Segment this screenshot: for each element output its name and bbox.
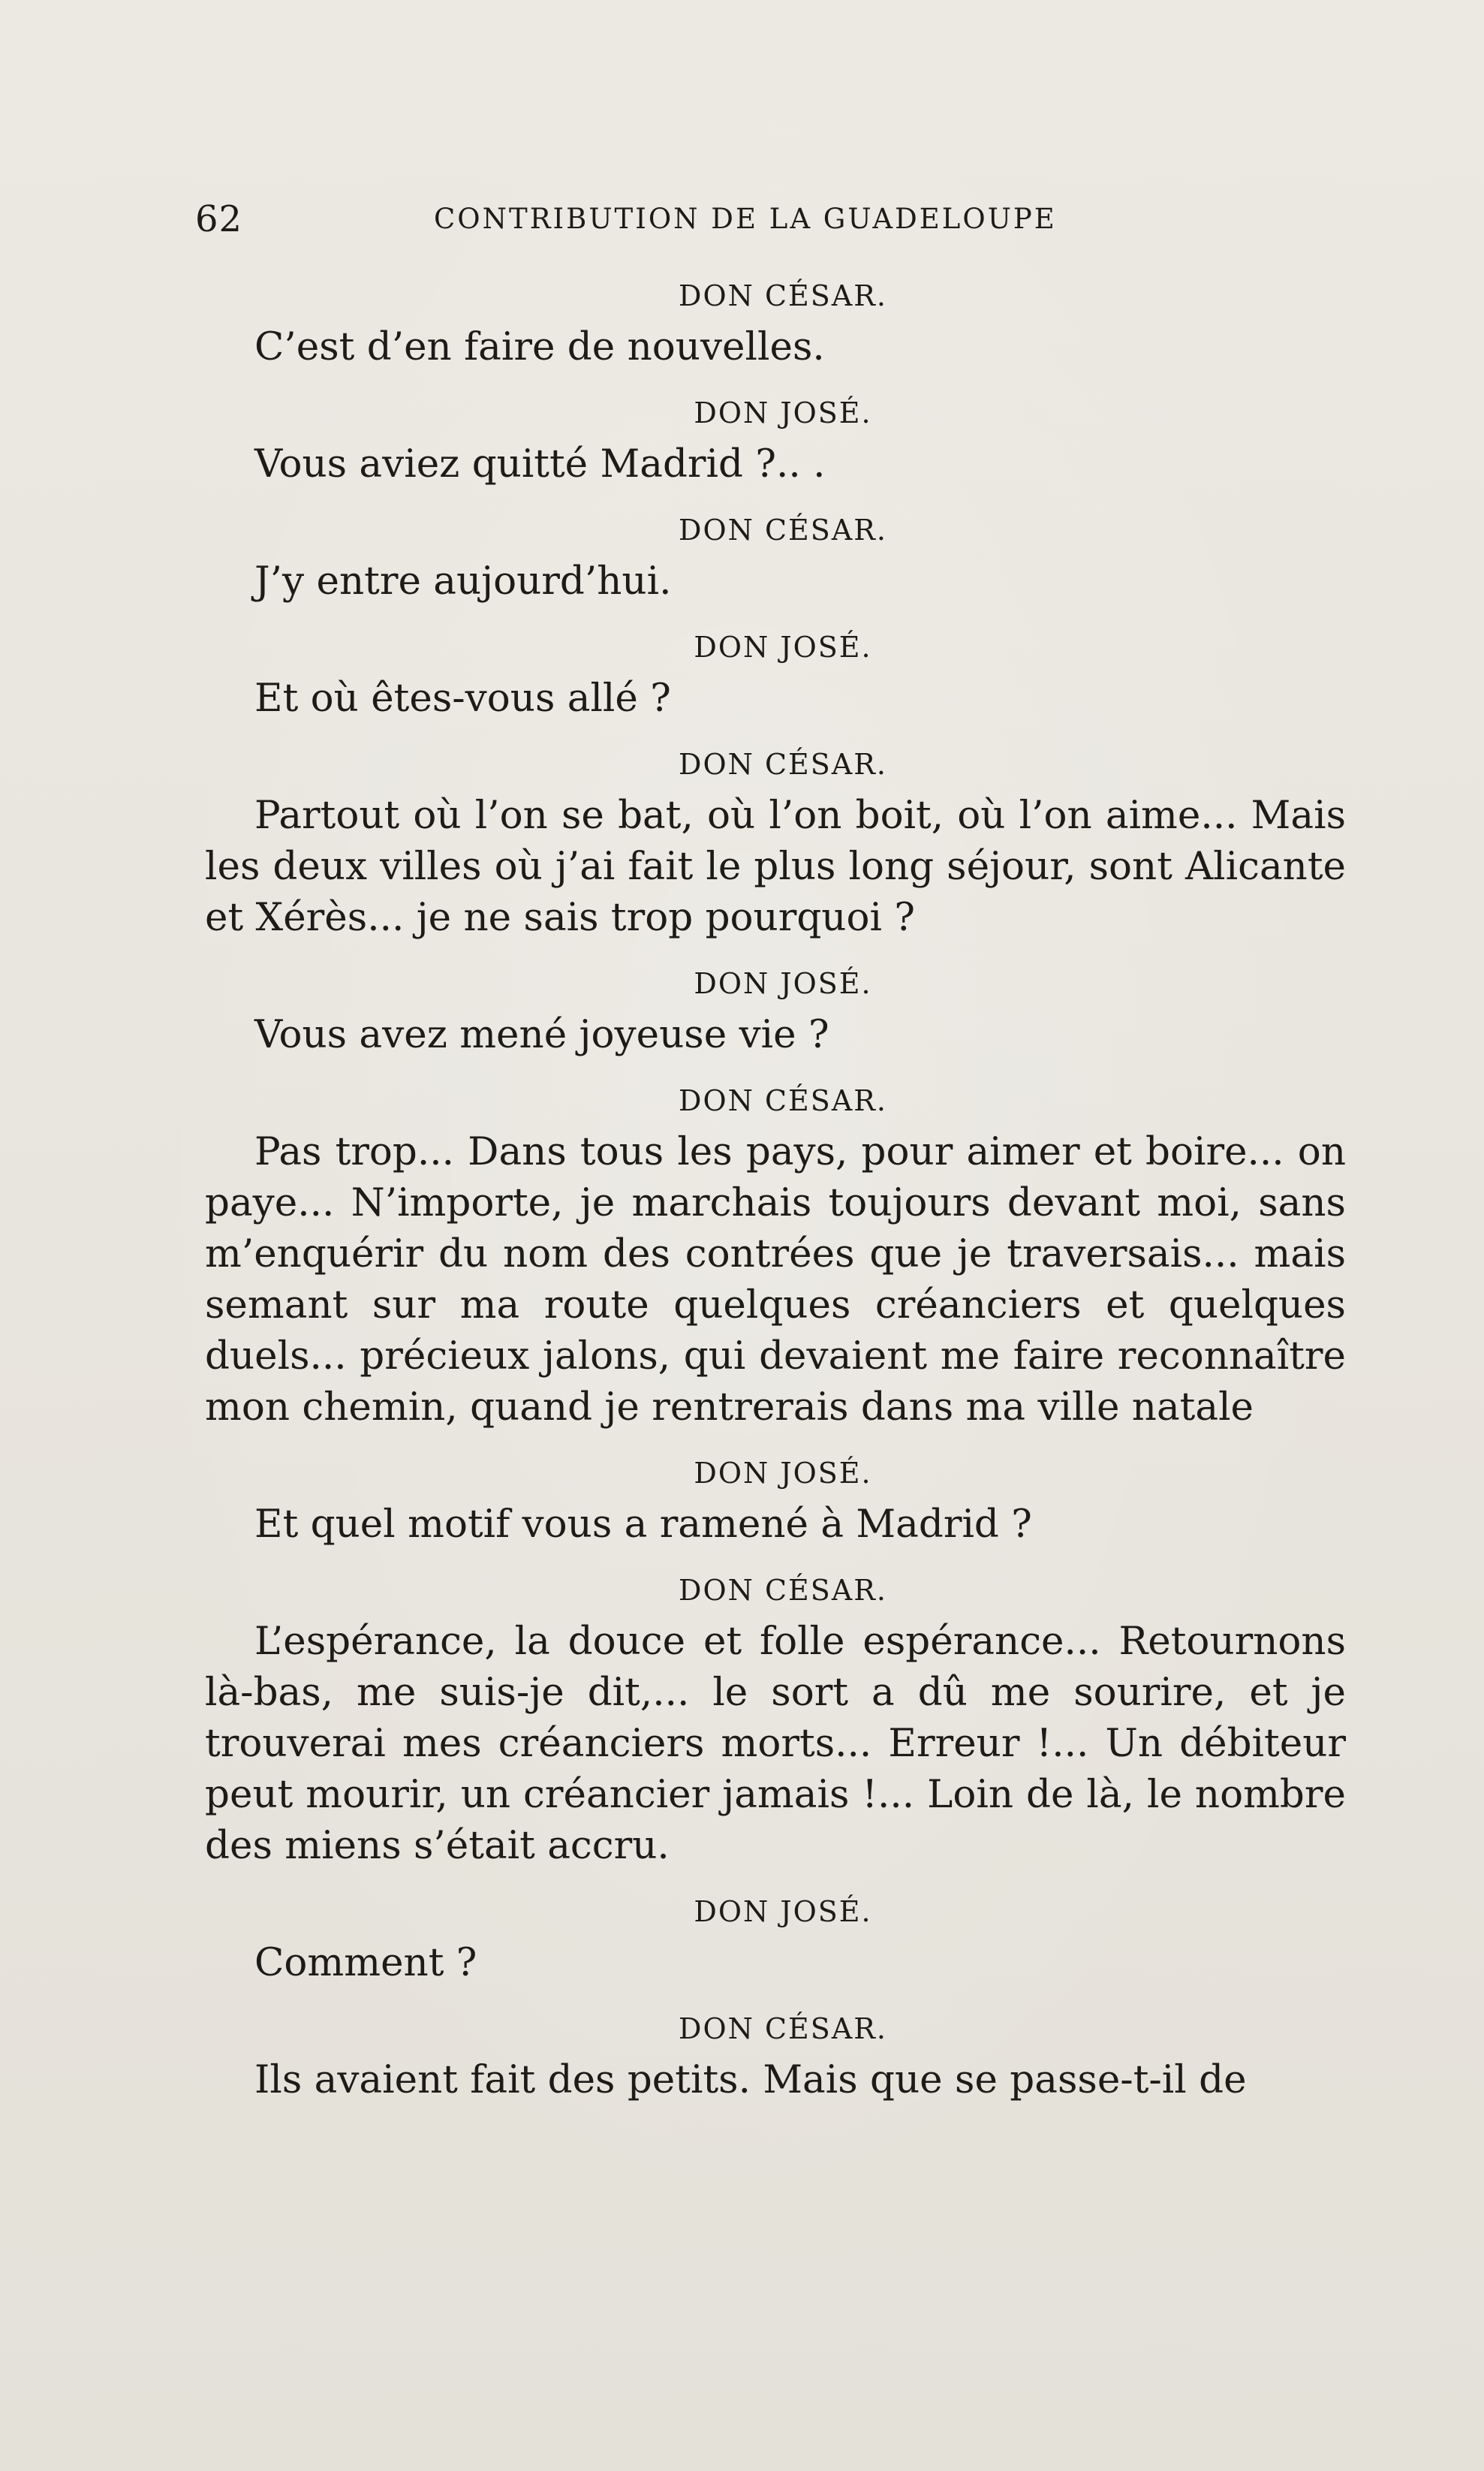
speech-text: Comment ? bbox=[254, 1940, 477, 1985]
dialogue-block bbox=[205, 2011, 1346, 2105]
speaker-label: DON CÉSAR. bbox=[679, 279, 887, 312]
dialogue-block bbox=[205, 629, 1346, 724]
speech-text: Et quel motif vous a ramené à Madrid ? bbox=[254, 1502, 1032, 1547]
dialogue-block bbox=[205, 966, 1346, 1060]
speech-text: C’est d’en faire de nouvelles. bbox=[254, 324, 825, 369]
dialogue-block bbox=[205, 512, 1346, 607]
speech-text: L’espérance, la douce et folle espérance... Retournons là-bas, me suis-je dit,... le sort a dû me sourire, et je trouverai mes créanciers morts... Erreur !... Un débiteur peut mourir, un créancier jamais !... Loin de là, le nombre des miens s’était accru. bbox=[205, 1619, 1346, 1868]
speaker-label: DON JOSÉ. bbox=[694, 1895, 872, 1928]
speech-text: Et où êtes-vous allé ? bbox=[254, 676, 671, 721]
speech-text: Partout où l’on se bat, où l’on boit, où l’on aime... Mais les deux villes où j’ai fait le plus long séjour, sont Alicante et Xérès... je ne sais trop pourquoi ? bbox=[205, 793, 1346, 940]
speaker-label: DON CÉSAR. bbox=[679, 1574, 887, 1607]
speaker-label: DON CÉSAR. bbox=[679, 514, 887, 547]
speech-text: Ils avaient fait des petits. Mais que se passe-t-il de bbox=[254, 2057, 1247, 2102]
running-title: CONTRIBUTION DE LA GUADELOUPE bbox=[434, 203, 1057, 235]
speaker-label: DON CÉSAR. bbox=[679, 2012, 887, 2045]
speech-text: J’y entre aujourd’hui. bbox=[254, 559, 672, 604]
speaker-label: DON JOSÉ. bbox=[694, 967, 872, 1000]
page-number: 62 bbox=[195, 198, 243, 240]
dialogue-block bbox=[205, 1083, 1346, 1433]
speaker-label: DON CÉSAR. bbox=[679, 1084, 887, 1117]
dialogue-block bbox=[205, 278, 1346, 372]
dialogue-block bbox=[205, 395, 1346, 490]
dialogue-block bbox=[205, 1455, 1346, 1550]
speech-text: Pas trop... Dans tous les pays, pour aimer et boire... on paye... N’importe, je marchais toujours devant moi, sans m’enquérir du nom des contrées que je traversais... mais semant sur ma route quelques créanciers et quelques duels... précieux jalons, qui devaient me faire reconnaître mon chemin, quand je rentrerais dans ma ville natale bbox=[205, 1129, 1346, 1430]
speaker-label: DON JOSÉ. bbox=[694, 396, 872, 429]
speech-text: Vous aviez quitté Madrid ?.. . bbox=[254, 441, 826, 487]
dialogue-block bbox=[205, 1894, 1346, 1988]
dialogue-text bbox=[205, 278, 1346, 2105]
dialogue-block bbox=[205, 1572, 1346, 1871]
speaker-label: DON CÉSAR. bbox=[679, 748, 887, 781]
speaker-label: DON JOSÉ. bbox=[694, 1457, 872, 1490]
dialogue-block bbox=[205, 746, 1346, 943]
speaker-label: DON JOSÉ. bbox=[694, 631, 872, 664]
running-head bbox=[195, 197, 1126, 242]
speech-text: Vous avez mené joyeuse vie ? bbox=[254, 1012, 829, 1057]
